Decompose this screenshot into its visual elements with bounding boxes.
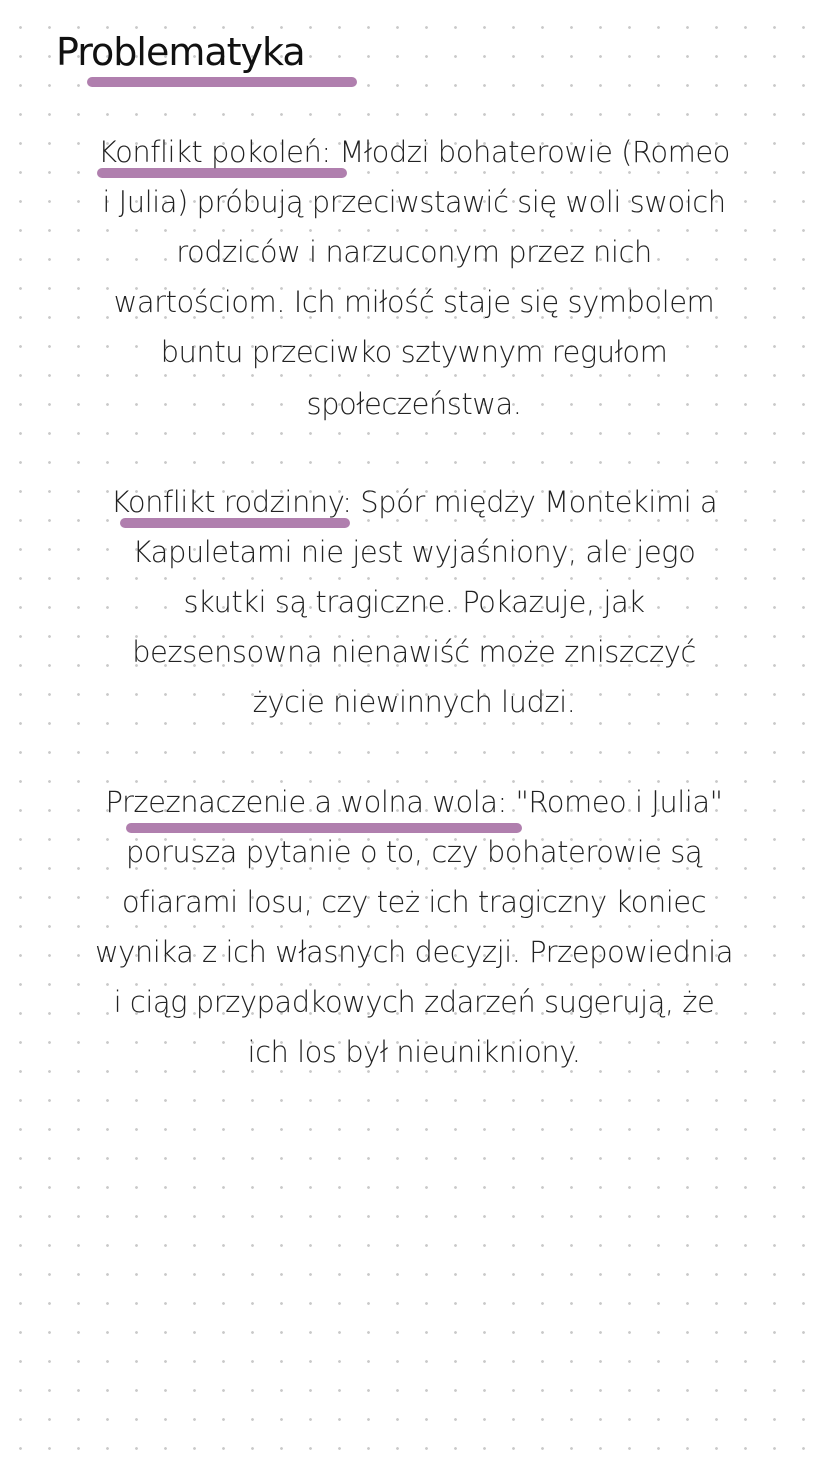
paragraph-label: Konflikt rodzinny:: [110, 485, 352, 519]
text-line: skutki są tragiczne. Pokazuje, jak: [183, 585, 645, 619]
text-line: rodziców i narzuconym przez nich: [176, 235, 652, 269]
line-text: "Romeo i Julia": [506, 785, 723, 819]
text-line: i Julia) próbują przeciwstawić się woli swoich: [102, 185, 726, 219]
text-line: wynika z ich własnych decyzji. Przepowiednia: [94, 935, 734, 969]
paragraph-label: Konflikt pokoleń:: [98, 135, 331, 169]
paragraph-label: Przeznaczenie a wolna wola:: [105, 785, 507, 819]
text-line: społeczeństwa.: [306, 387, 522, 421]
page-title: Problematyka: [56, 30, 305, 74]
text-line: bezsensowna nienawiść może zniszczyć: [132, 635, 696, 669]
text-line: życie niewinnych ludzi.: [252, 685, 576, 719]
text-line: ofiarami losu, czy też ich tragiczny koniec: [121, 885, 707, 919]
text-line: porusza pytanie o to, czy bohaterowie są: [125, 835, 703, 869]
text-line: Kapuletami nie jest wyjaśniony, ale jego: [132, 535, 696, 569]
text-line: [0, 482, 828, 522]
text-line: wartościom. Ich miłość staje się symbolem: [113, 285, 715, 319]
text-line: buntu przeciwko sztywnym regułom: [160, 335, 668, 369]
line-text: Spór między Montekimi a: [351, 485, 718, 519]
text-line: i ciąg przypadkowych zdarzeń sugerują, że: [113, 985, 715, 1019]
text-line: [0, 782, 828, 822]
title-highlight: [87, 77, 357, 87]
line-text: Młodzi bohaterowie (Romeo: [330, 135, 730, 169]
text-line: [0, 132, 828, 172]
text-line: ich los był nieunikniony.: [247, 1035, 581, 1069]
